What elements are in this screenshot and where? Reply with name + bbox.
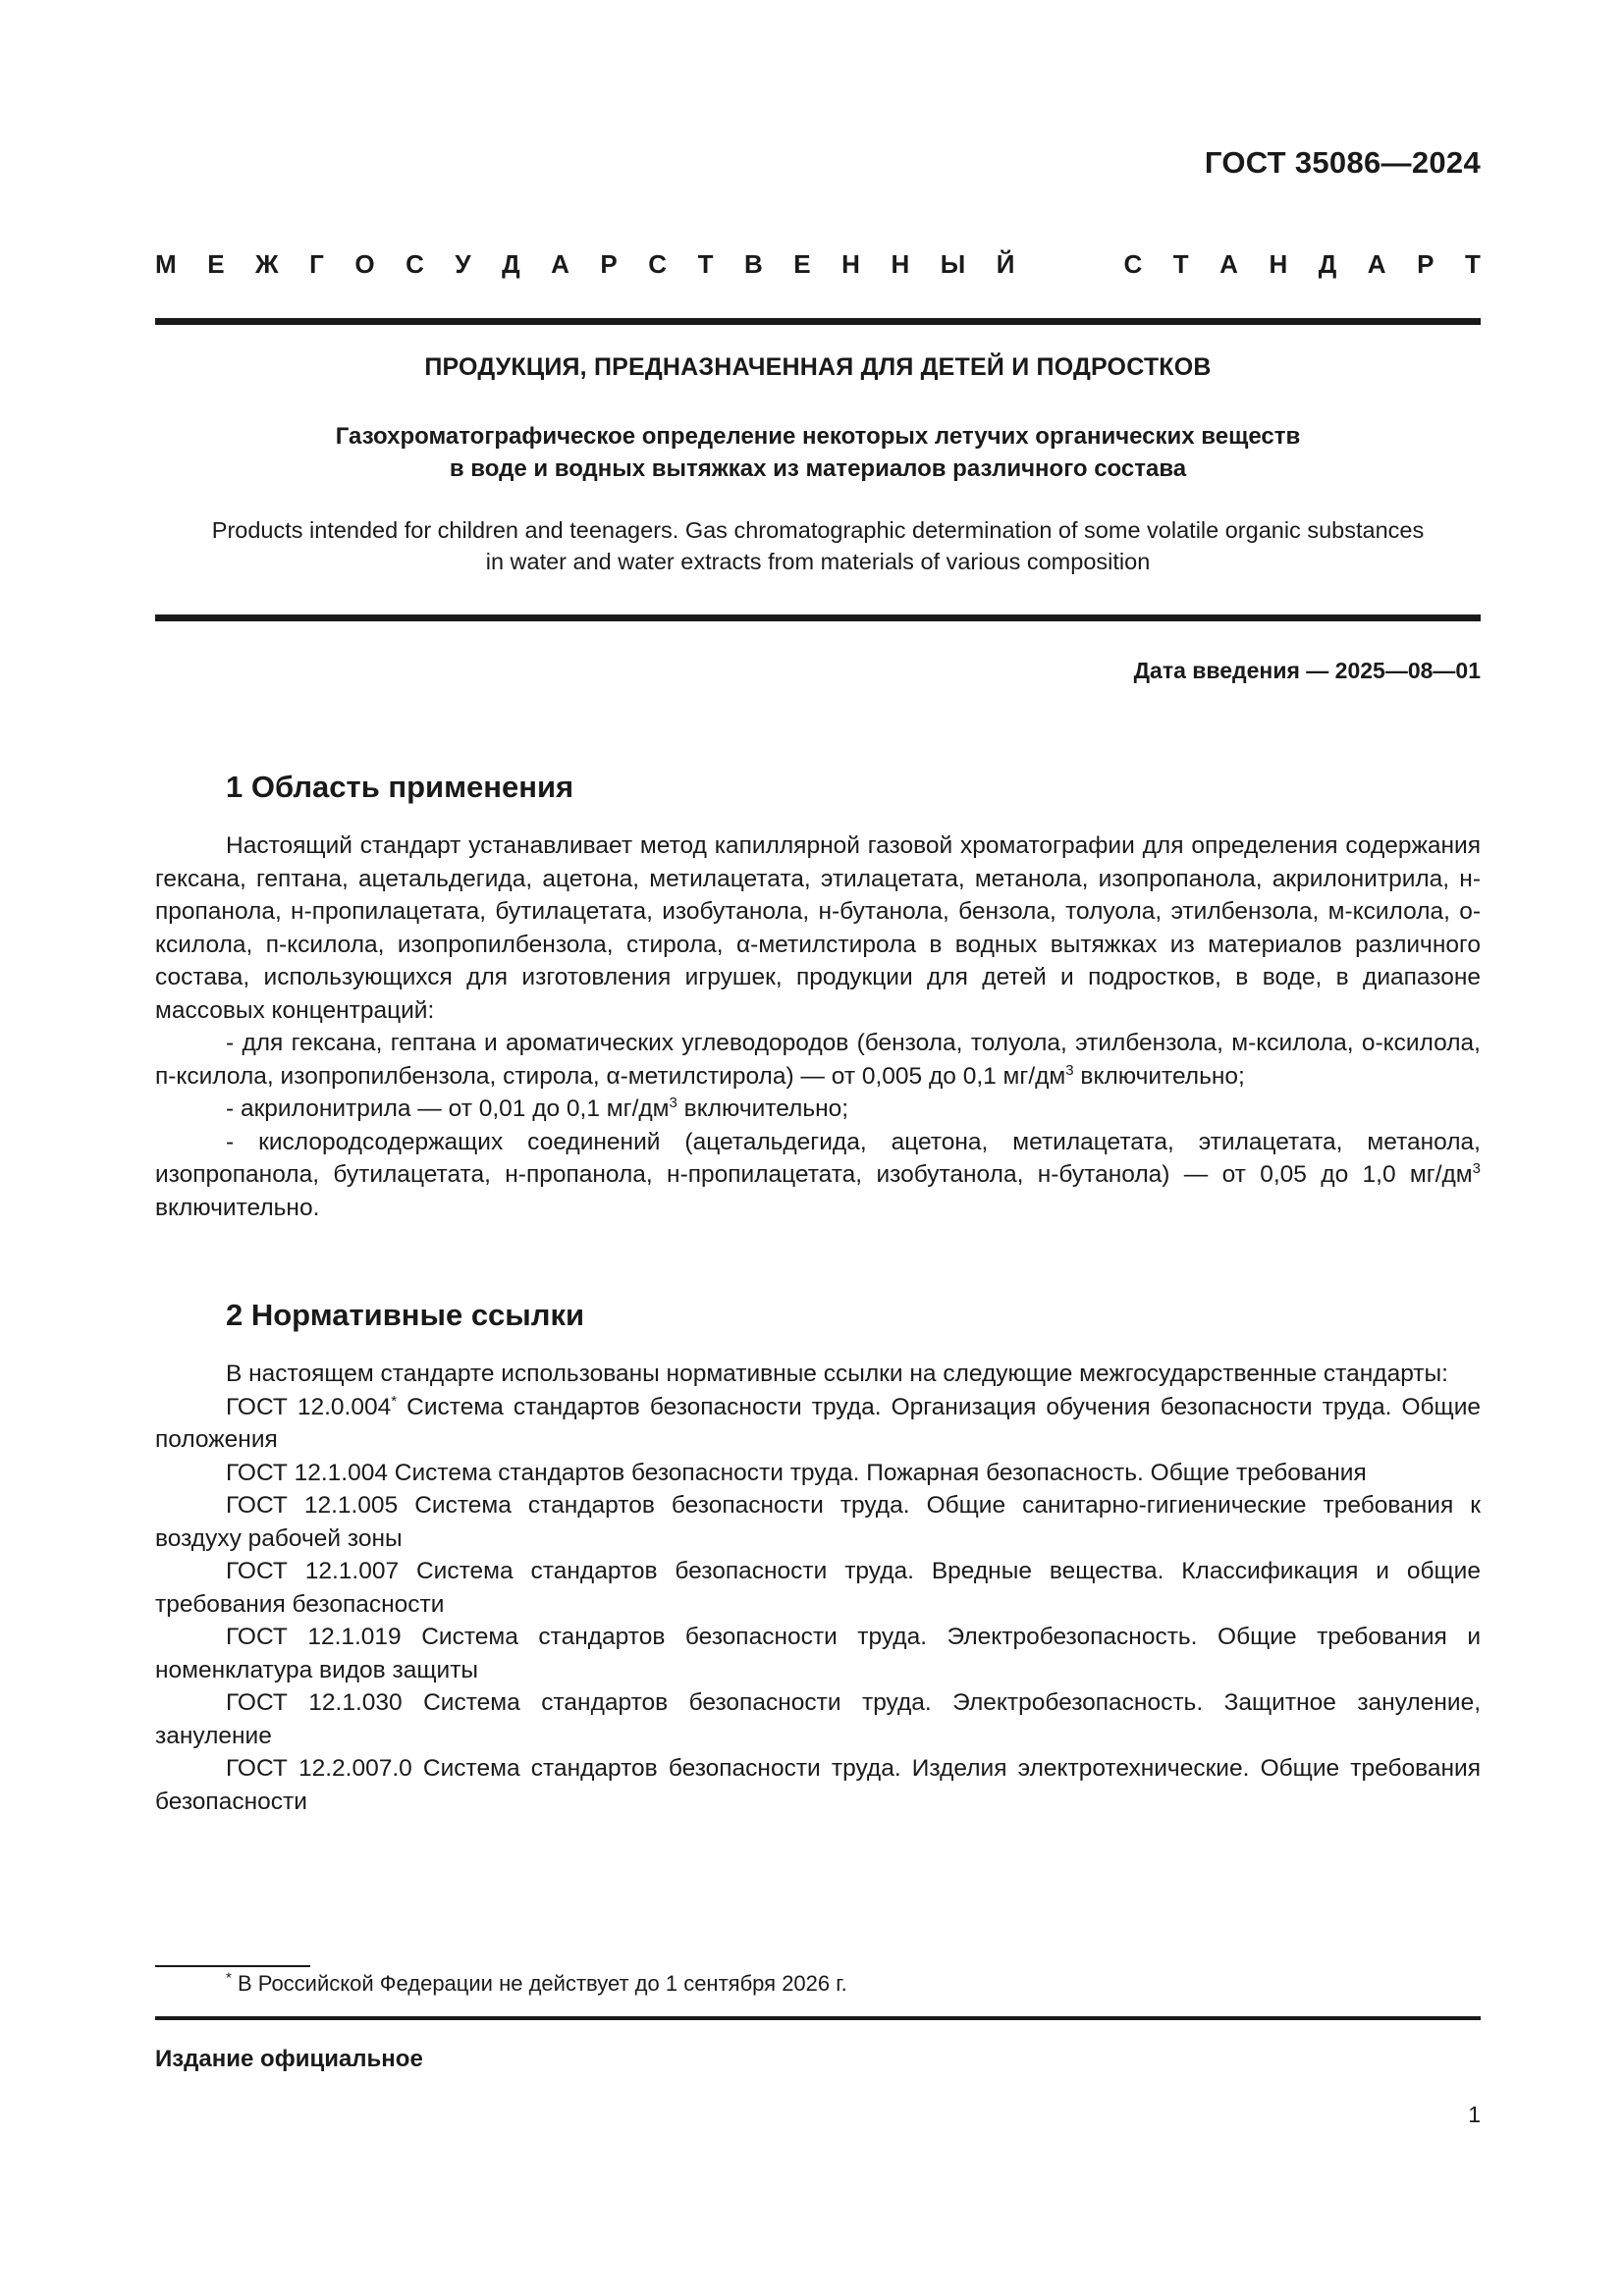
- normative-ref-5: ГОСТ 12.1.019 Система стандартов безопасности труда. Электробезопасность. Общие требования и номенклатура видов защиты: [155, 1624, 1481, 1683]
- range-item-text: - для гексана, гептана и ароматических углеводородов (бензола, толуола, этилбензола, м-ксилола, о-ксилола, п-ксилола, изопропилбензола, стирола, α-метилстирола) — от 0,005 до 0,1 мг/дм: [155, 1030, 1481, 1090]
- normative-ref-2: ГОСТ 12.1.004 Система стандартов безопасности труда. Пожарная безопасность. Общие требования: [226, 1459, 1367, 1486]
- normative-ref-4: ГОСТ 12.1.007 Система стандартов безопасности труда. Вредные вещества. Классификация и общие требования безопасности: [155, 1558, 1481, 1618]
- normative-ref-3: ГОСТ 12.1.005 Система стандартов безопасности труда. Общие санитарно-гигиенические требования к воздуху рабочей зоны: [155, 1492, 1481, 1552]
- banner-letter: А: [1367, 249, 1386, 279]
- range-item-tail: включительно;: [1073, 1062, 1245, 1090]
- title-main: ПРОДУКЦИЯ, ПРЕДНАЗНАЧЕННАЯ ДЛЯ ДЕТЕЙ И ПОДРОСТКОВ: [424, 353, 1212, 381]
- banner-letter: Р: [1417, 249, 1435, 279]
- ref-text: Система стандартов безопасности труда. Организация обучения безопасности труда. Общие положения: [155, 1393, 1481, 1453]
- banner-letter: С: [648, 249, 668, 279]
- banner-letter: Ы: [940, 249, 966, 279]
- range-item-hydrocarbons: [155, 1027, 1481, 1093]
- banner-letter: Т: [697, 249, 714, 279]
- range-item-tail: включительно.: [155, 1194, 320, 1221]
- page-number: 1: [1468, 2102, 1481, 2127]
- range-item-acrylonitrile: [155, 1093, 1481, 1126]
- normative-ref-7: ГОСТ 12.2.007.0 Система стандартов безопасности труда. Изделия электротехнические. Общие требования безопасности: [155, 1755, 1481, 1815]
- footer-rule: [155, 2016, 1481, 2020]
- title-subtitle-line1: Газохроматографическое определение некоторых летучих органических веществ: [335, 423, 1301, 450]
- edition-label: Издание официальное: [155, 2046, 423, 2072]
- banner-letter: Й: [996, 249, 1015, 279]
- banner-letter: Н: [841, 249, 860, 279]
- normative-ref-1: [155, 1391, 1481, 1457]
- banner-letter: А: [551, 249, 569, 279]
- range-item-tail: включительно;: [677, 1095, 849, 1122]
- footnote: [226, 1971, 847, 1997]
- range-item-text: - акрилонитрила — от 0,01 до 0,1 мг/дм: [226, 1095, 670, 1122]
- section2-body: [155, 1358, 1481, 1818]
- banner-letter: Н: [1269, 249, 1288, 279]
- banner-letter: С: [406, 249, 424, 279]
- footnote-rule: [155, 1965, 310, 1967]
- banner-letter: Е: [207, 249, 225, 279]
- banner-letter: Е: [793, 249, 811, 279]
- section2-intro: В настоящем стандарте использованы нормативные ссылки на следующие межгосударственные стандарты:: [226, 1361, 1448, 1387]
- introduction-date: Дата введения — 2025—08—01: [1133, 658, 1481, 683]
- banner-letter: У: [455, 249, 471, 279]
- banner-letter: А: [1219, 249, 1238, 279]
- title-rule: [155, 614, 1481, 621]
- document-code: ГОСТ 35086—2024: [1204, 145, 1481, 180]
- section1-body: [155, 829, 1481, 1224]
- section2-heading: 2 Нормативные ссылки: [226, 1298, 585, 1332]
- title-subtitle-line2: в воде и водных вытяжках из материалов различного состава: [449, 455, 1187, 482]
- banner-letter: Ж: [255, 249, 279, 279]
- banner-letter: М: [155, 249, 177, 279]
- title-english: [155, 514, 1481, 577]
- banner-letter: С: [1123, 249, 1143, 279]
- footnote-marker: *: [226, 1969, 232, 1987]
- title-english-line1: Products intended for children and teenagers. Gas chromatographic determination of some volatile organic substances: [211, 517, 1425, 543]
- superscript: 3: [1065, 1061, 1074, 1079]
- banner-letter: Д: [1318, 249, 1337, 279]
- banner-letter: В: [743, 249, 763, 279]
- superscript: 3: [669, 1094, 677, 1111]
- range-item-oxygenates: [155, 1126, 1481, 1225]
- range-item-text: - кислородсодержащих соединений (ацетальдегида, ацетона, метилацетата, этилацетата, метанола, изопропанола, бутилацетата, н-пропанола, н-пропилацетата, изобутанола, н-бутанола) — от 0,05 до 1,0 мг/дм: [155, 1128, 1481, 1188]
- section1-heading: 1 Область применения: [226, 770, 574, 804]
- footnote-text: В Российской Федерации не действует до 1 сентября 2026 г.: [231, 1971, 847, 1996]
- banner-letter: Т: [1464, 249, 1481, 279]
- superscript: 3: [1472, 1159, 1481, 1177]
- banner-word-gap: [1046, 249, 1093, 280]
- banner-letter: О: [354, 249, 375, 279]
- banner-letter: Д: [502, 249, 520, 279]
- banner-letter: Г: [309, 249, 324, 279]
- footnote-marker: *: [391, 1392, 398, 1410]
- title-english-line2: in water and water extracts from materials of various composition: [485, 549, 1151, 574]
- header-rule: [155, 318, 1481, 325]
- banner-letter: Н: [891, 249, 910, 279]
- banner-letter: Р: [600, 249, 618, 279]
- banner-interstate-standard: [155, 249, 1481, 280]
- title-subtitle: [155, 420, 1481, 485]
- banner-letter: Т: [1172, 249, 1189, 279]
- section1-paragraph: Настоящий стандарт устанавливает метод капиллярной газовой хроматографии для определения содержания гексана, гептана, ацетальдегида, ацетона, метилацетата, этилацетата, метанола, изопропанола, акрилонитрила, н-пропанола, н-пропилацетата, бутилацетата, изобутанола, н-бутанола, бензола, толуола, этилбензола, м-ксилола, о-ксилола, п-ксилола, изопропилбензола, стирола, α-метилстирола в водных вытяжках из материалов различного состава, использующихся для изготовления игрушек, продукции для детей и подростков, в воде, в диапазоне массовых концентраций:: [155, 832, 1481, 1024]
- ref-code: ГОСТ 12.0.004: [226, 1393, 392, 1420]
- normative-ref-6: ГОСТ 12.1.030 Система стандартов безопасности труда. Электробезопасность. Защитное зануление, зануление: [155, 1689, 1481, 1749]
